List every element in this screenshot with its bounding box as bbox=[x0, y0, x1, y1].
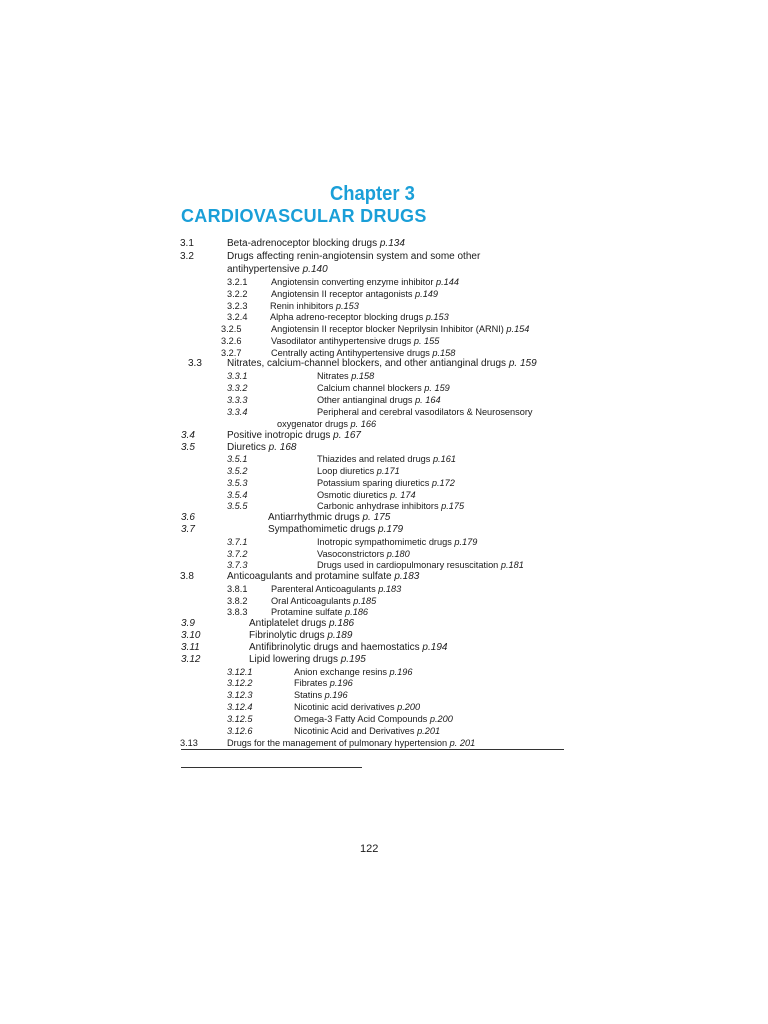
toc-entry-text: Vasodilator antihypertensive drugs bbox=[271, 336, 412, 346]
toc-entry-text: Osmotic diuretics bbox=[317, 490, 388, 500]
toc-entry-title bbox=[317, 382, 450, 394]
toc-entry-title bbox=[271, 335, 439, 347]
toc-entry-text: Inotropic sympathomimetic drugs bbox=[317, 537, 452, 547]
toc-entry-page: p.180 bbox=[384, 549, 410, 559]
toc-entry-page: p.186 bbox=[326, 618, 355, 629]
toc-entry bbox=[0, 311, 768, 323]
chapter-heading: Chapter 3 bbox=[330, 183, 415, 205]
toc-entry-page: p. 174 bbox=[387, 490, 416, 500]
toc-entry-number: 3.8.2 bbox=[227, 596, 248, 606]
toc-entry-number: 3.2.4 bbox=[227, 312, 248, 322]
toc-entry-title bbox=[317, 406, 533, 418]
toc-entry-page: p.201 bbox=[414, 726, 441, 736]
toc-entry-page: p. 175 bbox=[359, 512, 391, 523]
toc-entry bbox=[0, 370, 768, 382]
toc-entry-title bbox=[271, 606, 368, 618]
toc-entry-number: 3.12.3 bbox=[227, 690, 253, 700]
toc-entry bbox=[0, 276, 768, 288]
toc-entry-text: Drugs for the management of pulmonary hypertension bbox=[227, 738, 448, 748]
toc-entry bbox=[0, 406, 768, 418]
toc-entry bbox=[0, 453, 768, 465]
toc-entry bbox=[0, 335, 768, 347]
toc-entry-page: p.161 bbox=[430, 454, 456, 464]
toc-entry-title bbox=[270, 311, 449, 323]
toc-entry-text: Nicotinic Acid and Derivatives bbox=[294, 726, 415, 736]
toc-entry-number: 3.3.1 bbox=[227, 371, 248, 381]
toc-entry-text: Calcium channel blockers bbox=[317, 383, 422, 393]
toc-entry-title bbox=[249, 654, 366, 666]
toc-entry bbox=[0, 618, 768, 630]
toc-entry-text: Other antianginal drugs bbox=[317, 395, 413, 405]
toc-entry-text: Angiotensin converting enzyme inhibitor bbox=[271, 277, 434, 287]
toc-entry-text: oxygenator drugs bbox=[277, 419, 348, 429]
toc-entry bbox=[0, 713, 768, 725]
toc-entry-page: p. 164 bbox=[412, 395, 441, 405]
toc-entry-page: p.196 bbox=[327, 678, 353, 688]
toc-entry bbox=[0, 264, 768, 276]
toc-entry-page: p.134 bbox=[377, 238, 405, 249]
toc-entry-title bbox=[227, 264, 328, 276]
toc-entry-title bbox=[268, 524, 403, 536]
toc-entry-page: p.200 bbox=[394, 702, 421, 712]
toc-entry bbox=[0, 477, 768, 489]
toc-entry-number: 3.8.1 bbox=[227, 584, 248, 594]
toc-entry-number: 3.8.3 bbox=[227, 607, 248, 617]
toc-entry bbox=[0, 677, 768, 689]
toc-entry-number: 3.2.3 bbox=[227, 301, 248, 311]
toc-entry-page: p.194 bbox=[419, 642, 448, 653]
toc-entry-text: Diuretics bbox=[227, 442, 266, 453]
toc-entry-text: Angiotensin II receptor blocker Neprilysin Inhibitor (ARNI) bbox=[271, 324, 504, 334]
toc-entry bbox=[0, 654, 768, 666]
toc-entry-text: Nicotinic acid derivatives bbox=[294, 702, 395, 712]
toc-entry-text: Fibrates bbox=[294, 678, 328, 688]
toc-entry-title bbox=[317, 477, 455, 489]
toc-entry-text: Beta-adrenoceptor blocking drugs bbox=[227, 238, 378, 249]
toc-entry-number: 3.3.3 bbox=[227, 395, 248, 405]
toc-entry-title bbox=[271, 276, 459, 288]
toc-entry bbox=[0, 583, 768, 595]
toc-entry-page: p.183 bbox=[391, 571, 420, 582]
toc-entry-page: p.183 bbox=[375, 584, 402, 594]
toc-entry-title bbox=[294, 677, 353, 689]
toc-entry bbox=[0, 358, 768, 370]
toc-entry-title bbox=[277, 418, 376, 430]
toc-entry-title bbox=[271, 583, 401, 595]
toc-entry-title bbox=[317, 370, 374, 382]
toc-entry-page: p.172 bbox=[429, 478, 455, 488]
toc-entry-text: Parenteral Anticoagulants bbox=[271, 584, 376, 594]
toc-entry-text: Centrally acting Antihypertensive drugs bbox=[271, 348, 430, 358]
toc-entry-text: Lipid lowering drugs bbox=[249, 654, 338, 665]
toc-entry bbox=[0, 524, 768, 536]
toc-entry-title bbox=[227, 251, 480, 263]
toc-entry-text: Oral Anticoagulants bbox=[271, 596, 351, 606]
toc-entry-number: 3.2.1 bbox=[227, 277, 248, 287]
toc-entry-page: p.196 bbox=[386, 667, 413, 677]
toc-entry-page: p. 166 bbox=[348, 419, 377, 429]
toc-entry-number: 3.7.1 bbox=[227, 537, 248, 547]
toc-entry-text: Anticoagulants and protamine sulfate bbox=[227, 571, 392, 582]
toc-entry-title bbox=[294, 701, 420, 713]
toc-entry-number: 3.3 bbox=[188, 358, 202, 369]
toc-entry-text: Potassium sparing diuretics bbox=[317, 478, 430, 488]
toc-entry-number: 3.5.5 bbox=[227, 501, 248, 511]
toc-entry-text: Omega-3 Fatty Acid Compounds bbox=[294, 714, 428, 724]
toc-entry-text: Protamine sulfate bbox=[271, 607, 343, 617]
toc-entry bbox=[0, 394, 768, 406]
toc-entry-number: 3.12.2 bbox=[227, 678, 253, 688]
toc-entry-text: Sympathomimetic drugs bbox=[268, 524, 376, 535]
toc-entry-page: p.200 bbox=[427, 714, 453, 724]
toc-entry-page: p. 167 bbox=[330, 430, 361, 441]
toc-entry bbox=[0, 630, 768, 642]
toc-entry-title bbox=[317, 394, 441, 406]
toc-entry-number: 3.2.7 bbox=[221, 348, 242, 358]
toc-entry-page: p. 159 bbox=[506, 358, 537, 369]
toc-entry-number: 3.5.2 bbox=[227, 466, 248, 476]
toc-entry-page: p.189 bbox=[324, 630, 353, 641]
toc-entry-text: Renin inhibitors bbox=[270, 301, 334, 311]
toc-entry-page: p.175 bbox=[438, 501, 465, 511]
toc-entry-number: 3.1 bbox=[180, 238, 194, 249]
toc-entry bbox=[0, 465, 768, 477]
toc-entry-number: 3.8 bbox=[180, 571, 194, 582]
toc-entry-page: p. 159 bbox=[421, 383, 450, 393]
toc-entry-text: Antifibrinolytic drugs and haemostatics bbox=[249, 642, 420, 653]
toc-entry-text: Thiazides and related drugs bbox=[317, 454, 431, 464]
toc-entry-text: Drugs affecting renin-angiotensin system and some other bbox=[227, 251, 481, 262]
toc-entry-page: p.153 bbox=[333, 301, 359, 311]
toc-entry bbox=[0, 512, 768, 524]
toc-entry-number: 3.12.1 bbox=[227, 667, 253, 677]
toc-entry-title bbox=[271, 323, 529, 335]
toc-entry-number: 3.6 bbox=[181, 512, 195, 523]
toc-entry-title bbox=[317, 559, 524, 571]
toc-entry-title bbox=[249, 618, 354, 630]
toc-entry-text: Peripheral and cerebral vasodilators & Neurosensory bbox=[317, 407, 533, 417]
toc-entry-number: 3.2.6 bbox=[221, 336, 242, 346]
toc-entry-page: p.144 bbox=[433, 277, 459, 287]
toc-entry-page: p. 168 bbox=[265, 442, 297, 453]
toc-entry-text: Loop diuretics bbox=[317, 466, 375, 476]
toc-entry-page: p. 201 bbox=[447, 738, 476, 748]
toc-entry-number: 3.7 bbox=[181, 524, 195, 535]
toc-entry-number: 3.10 bbox=[181, 630, 201, 641]
toc-entry-page: p.186 bbox=[342, 607, 369, 617]
toc-entry-title bbox=[249, 630, 352, 642]
toc-entry bbox=[0, 536, 768, 548]
toc-entry-number: 3.7.2 bbox=[227, 549, 248, 559]
toc-entry-title bbox=[249, 642, 447, 654]
toc-entry-text: Vasoconstrictors bbox=[317, 549, 385, 559]
toc-entry-page: p.185 bbox=[350, 596, 377, 606]
toc-entry-title bbox=[317, 536, 477, 548]
toc-entry-page: p.158 bbox=[348, 371, 375, 381]
toc-entry-number: 3.13 bbox=[180, 738, 198, 748]
toc-entry-text: antihypertensive bbox=[227, 264, 300, 275]
toc-entry bbox=[0, 251, 768, 263]
toc-entry bbox=[0, 418, 768, 430]
toc-entry-number: 3.5.4 bbox=[227, 490, 248, 500]
toc-entry-number: 3.12.5 bbox=[227, 714, 253, 724]
toc-entry bbox=[0, 238, 768, 250]
toc-entry-title bbox=[294, 725, 440, 737]
toc-entry-text: Antiplatelet drugs bbox=[249, 618, 327, 629]
toc-entry bbox=[0, 737, 768, 749]
toc-entry-text: Nitrates bbox=[317, 371, 349, 381]
toc-entry bbox=[0, 689, 768, 701]
toc-entry bbox=[0, 571, 768, 583]
toc-entry-number: 3.5.1 bbox=[227, 454, 248, 464]
toc-entry-title bbox=[294, 713, 453, 725]
toc-entry-page: p.179 bbox=[451, 537, 478, 547]
toc-entry-title bbox=[317, 500, 464, 512]
toc-entry-title bbox=[227, 430, 361, 442]
toc-entry-page: p.181 bbox=[498, 560, 524, 570]
toc-entry-number: 3.3.2 bbox=[227, 383, 248, 393]
toc-entry bbox=[0, 430, 768, 442]
toc-entry bbox=[0, 382, 768, 394]
toc-entry-title bbox=[294, 689, 348, 701]
toc-entry-title bbox=[227, 358, 537, 370]
toc-entry-number: 3.9 bbox=[181, 618, 195, 629]
toc-entry-number: 3.5 bbox=[181, 442, 195, 453]
toc-entry-title bbox=[227, 238, 405, 250]
toc-entry-page: p.153 bbox=[423, 312, 449, 322]
toc-entry bbox=[0, 606, 768, 618]
toc-entry-number: 3.12 bbox=[181, 654, 201, 665]
toc-entry-number: 3.12.6 bbox=[227, 726, 253, 736]
toc-entry-number: 3.7.3 bbox=[227, 560, 248, 570]
toc-entry bbox=[0, 500, 768, 512]
toc-entry bbox=[0, 725, 768, 737]
toc-entry-number: 3.2.2 bbox=[227, 289, 248, 299]
toc-entry-text: Drugs used in cardiopulmonary resuscitation bbox=[317, 560, 499, 570]
toc-entry-page: p.179 bbox=[375, 524, 404, 535]
toc-entry bbox=[0, 642, 768, 654]
toc-entry-title bbox=[271, 288, 438, 300]
toc-entry-number: 3.11 bbox=[181, 642, 200, 653]
toc-entry-page: p.140 bbox=[299, 264, 328, 275]
toc-entry-page: p.154 bbox=[503, 324, 530, 334]
toc-entry bbox=[0, 701, 768, 713]
toc-entry-number: 3.3.4 bbox=[227, 407, 248, 417]
toc-entry-title bbox=[317, 465, 400, 477]
toc-entry-number: 3.2 bbox=[180, 251, 194, 262]
toc-entry-number: 3.5.3 bbox=[227, 478, 248, 488]
toc-entry-text: Anion exchange resins bbox=[294, 667, 387, 677]
toc-entry-title bbox=[227, 737, 475, 749]
toc-entry-text: Angiotensin II receptor antagonists bbox=[271, 289, 413, 299]
toc-entry-title bbox=[268, 512, 390, 524]
toc-entry-text: Statins bbox=[294, 690, 323, 700]
toc-entry-page: p. 155 bbox=[411, 336, 440, 346]
toc-entry-title bbox=[227, 571, 419, 583]
toc-entry-number: 3.12.4 bbox=[227, 702, 253, 712]
toc-entry-page: p.149 bbox=[412, 289, 439, 299]
toc-entry bbox=[0, 323, 768, 335]
toc-entry-text: Fibrinolytic drugs bbox=[249, 630, 325, 641]
toc-entry-page: p.195 bbox=[337, 654, 366, 665]
toc-entry-number: 3.4 bbox=[181, 430, 195, 441]
footnote-rule bbox=[181, 767, 362, 768]
toc-entry-page: p.171 bbox=[374, 466, 400, 476]
toc-entry bbox=[0, 288, 768, 300]
toc-entry-number: 3.2.5 bbox=[221, 324, 242, 334]
toc-entry-title bbox=[317, 453, 456, 465]
toc-entry bbox=[0, 559, 768, 571]
toc-entry-text: Alpha adreno-receptor blocking drugs bbox=[270, 312, 424, 322]
page-number: 122 bbox=[360, 843, 379, 855]
toc-entry-text: Antiarrhythmic drugs bbox=[268, 512, 360, 523]
chapter-title: CARDIOVASCULAR DRUGS bbox=[181, 206, 427, 226]
toc-entry-text: Nitrates, calcium-channel blockers, and other antianginal drugs bbox=[227, 358, 507, 369]
toc-entry-text: Carbonic anhydrase inhibitors bbox=[317, 501, 439, 511]
toc-entry-page: p.158 bbox=[429, 348, 456, 358]
toc-end-rule bbox=[181, 749, 564, 750]
toc-entry-page: p.196 bbox=[322, 690, 348, 700]
toc-entry-text: Positive inotropic drugs bbox=[227, 430, 331, 441]
